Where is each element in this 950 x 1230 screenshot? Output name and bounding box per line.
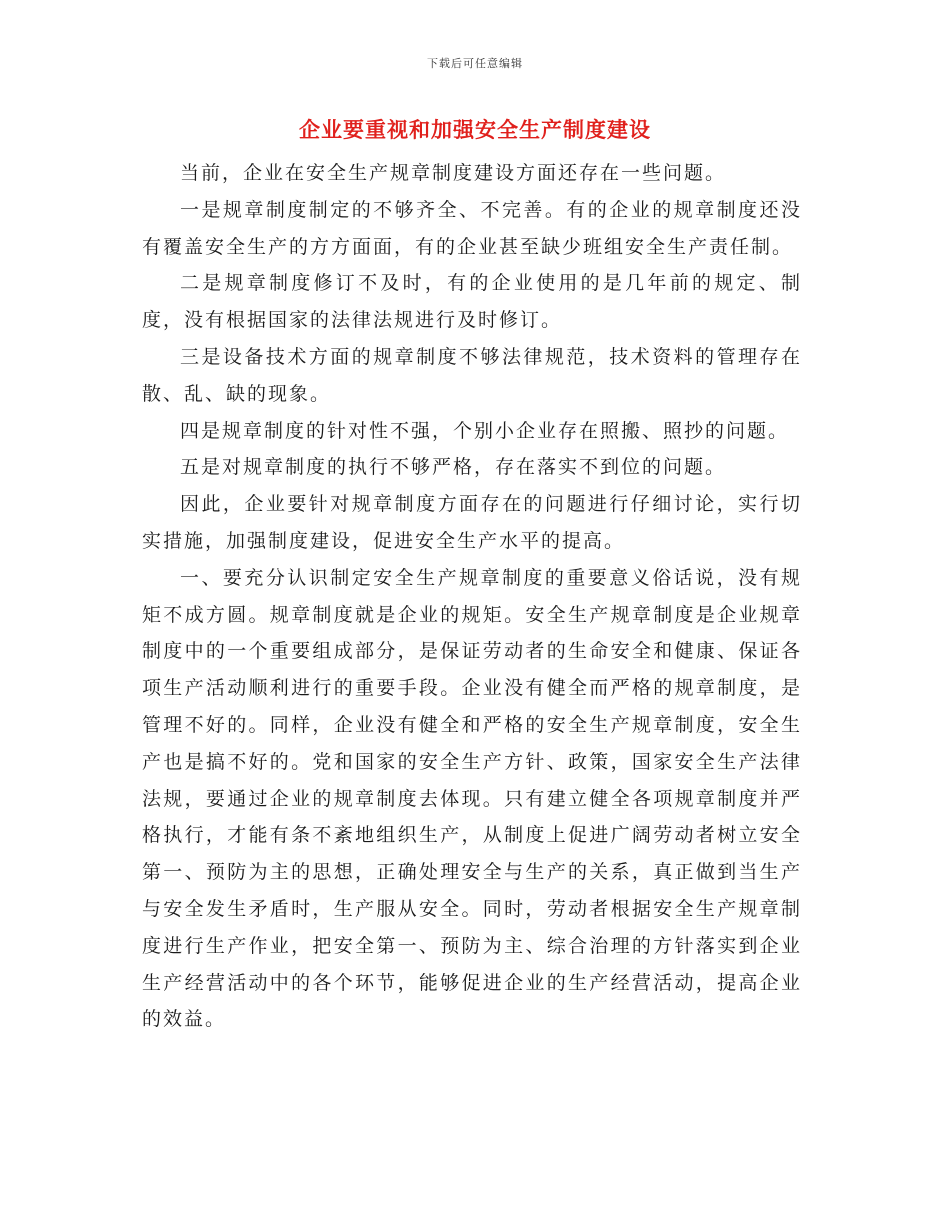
paragraph: 因此，企业要针对规章制度方面存在的问题进行仔细讨论，实行切实措施，加强制度建设，促进安全生产水平的提高。 <box>142 493 802 552</box>
paragraph: 当前，企业在安全生产规章制度建设方面还存在一些问题。 <box>180 162 727 184</box>
paragraph: 一是规章制度制定的不够齐全、不完善。有的企业的规章制度还没有覆盖安全生产的方方面面，有的企业甚至缺少班组安全生产责任制。 <box>142 198 802 258</box>
paragraph: 四是规章制度的针对性不强，个别小企业存在照搬、照抄的问题。 <box>180 419 790 442</box>
paragraph: 一、要充分认识制定安全生产规章制度的重要意义俗话说，没有规矩不成方圆。规章制度就是企业的规矩。安全生产规章制度是企业规章制度中的一个重要组成部分，是保证劳动者的生命安全和健康、保证各项生产活动顺利进行的重要手段。企业没有健全而严格的规章制度，是管理不好的。同样，企业没有健全和严格的安全生产规章制度，安全生产也是搞不好的。党和国家的安全生产方针、政策，国家安全生产法律法规，要通过企业的规章制度去体现。只有建立健全各项规章制度并严格执行，才能有条不紊地组织生产，从制度上促进广阔劳动者树立安全第一、预防为主的思想，正确处理安全与生产的关系，真正做到当生产与安全发生矛盾时，生产服从安全。同时，劳动者根据安全生产规章制度进行生产作业，把安全第一、预防为主、综合治理的方针落实到企业生产经营活动中的各个环节，能够促进企业的生产经营活动，提高企业的效益。 <box>142 566 802 1031</box>
paragraph: 五是对规章制度的执行不够严格，存在落实不到位的问题。 <box>180 456 727 479</box>
document-body <box>142 155 802 1038</box>
header-note: 下载后可任意编辑 <box>427 57 523 70</box>
paragraph: 二是规章制度修订不及时，有的企业使用的是几年前的规定、制度，没有根据国家的法律法规进行及时修订。 <box>142 272 802 332</box>
document-title: 企业要重视和加强安全生产制度建设 <box>299 117 651 142</box>
paragraph: 三是设备技术方面的规章制度不够法律规范，技术资料的管理存在散、乱、缺的现象。 <box>142 345 802 405</box>
